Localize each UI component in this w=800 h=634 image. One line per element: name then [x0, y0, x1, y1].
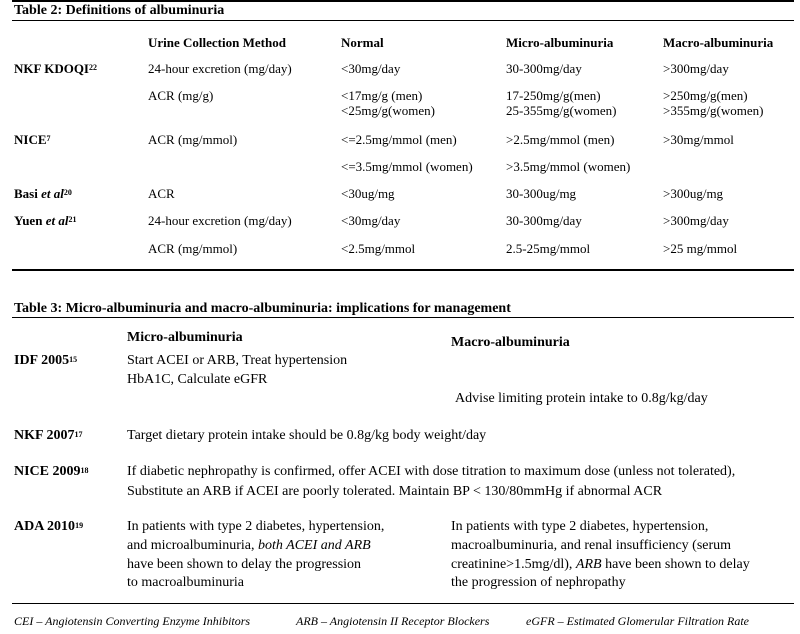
table-cell: >2.5mg/mmol (men) — [506, 132, 615, 147]
table-cell: 17-250mg/g(men) — [506, 88, 601, 103]
table3-source-ada: ADA 2010$^{19}$ — [14, 519, 84, 534]
table2-header-macro: Macro-albuminuria — [663, 35, 774, 50]
table-cell: <30mg/day — [341, 61, 401, 76]
table-cell: >250mg/g(men) — [663, 88, 748, 103]
table-cell: creatinine>1.5mg/dl), ARB have been shown to delay — [451, 557, 750, 572]
table2-title: Table 2: Definitions of albuminuria — [14, 3, 225, 18]
table2-source-basi: Basi et $al^{20}$ — [14, 186, 72, 201]
table-cell: >355mg/g(women) — [663, 103, 764, 118]
table-cell: Advise limiting protein intake to 0.8g/kg/day — [455, 391, 708, 406]
table2-source-nice: NICE$^7$ — [14, 132, 51, 147]
table-cell: HbA1C, Calculate eGFR — [127, 372, 268, 387]
table-cell: 2.5-25mg/mmol — [506, 241, 591, 256]
table-cell: macroalbuminuria, and renal insufficiency (serum — [451, 538, 732, 553]
table3-source-nkf: NKF 2007$^{17}$ — [14, 428, 83, 443]
table2-header-micro: Micro-albuminuria — [506, 35, 614, 50]
table-cell: >300mg/day — [663, 61, 729, 76]
table-cell: If diabetic nephropathy is confirmed, offer ACEI with dose titration to maximum dose (unless not tolerated), — [127, 464, 736, 479]
table2-source-nkf: NKF KDOQI$^{22}$ — [14, 61, 97, 76]
table-cell: to macroalbuminuria — [127, 575, 245, 590]
table-cell: ACR (mg/g) — [148, 88, 214, 103]
table-cell: and microalbuminuria, both ACEI and ARB — [127, 538, 371, 553]
table-cell: >300mg/day — [663, 213, 729, 228]
table2-bottom-rule — [12, 269, 794, 271]
table-cell: Start ACEI or ARB, Treat hypertension — [127, 353, 348, 368]
table-cell: >300ug/mg — [663, 186, 724, 201]
table3-header-macro: Macro-albuminuria — [451, 335, 570, 350]
table-cell: have been shown to delay the progression — [127, 557, 362, 572]
table-cell: <17mg/g (men) — [341, 88, 423, 103]
table-cell: 30-300ug/mg — [506, 186, 577, 201]
table-cell: <=2.5mg/mmol (men) — [341, 132, 457, 147]
table-cell: <25mg/g(women) — [341, 103, 435, 118]
table-cell: >3.5mg/mmol (women) — [506, 159, 631, 174]
table-cell: In patients with type 2 diabetes, hypertension, — [451, 519, 709, 534]
table-cell: In patients with type 2 diabetes, hypertension, — [127, 519, 385, 534]
table-cell: 30-300mg/day — [506, 213, 582, 228]
table2-header-normal: Normal — [341, 35, 384, 50]
table2-source-yuen: Yuen et $al^{21}$ — [14, 213, 77, 228]
table-cell: <=3.5mg/mmol (women) — [341, 159, 473, 174]
table3-source-idf: IDF 2005$^{15}$ — [14, 353, 78, 368]
table-cell: ACR (mg/mmol) — [148, 241, 238, 256]
table-cell: <30ug/mg — [341, 186, 395, 201]
table3-header-micro: Micro-albuminuria — [127, 330, 243, 345]
table-cell: ACR (mg/mmol) — [148, 132, 238, 147]
table-cell: >30mg/mmol — [663, 132, 734, 147]
table-cell: 30-300mg/day — [506, 61, 582, 76]
table-cell: Substitute an ARB if ACEI are poorly tolerated. Maintain BP < 130/80mmHg if abnormal ACR — [127, 484, 663, 499]
table-cell: Target dietary protein intake should be 0.8g/kg body weight/day — [127, 428, 487, 443]
table3-bottom-rule — [12, 603, 794, 604]
table-cell: ACR — [148, 186, 175, 201]
table3-title-rule — [12, 317, 794, 318]
table3-source-nice: NICE 2009$^{18}$ — [14, 464, 89, 479]
table-cell: the progression of nephropathy — [451, 575, 626, 590]
table3-title: Table 3: Micro-albuminuria and macro-albuminuria: implications for management — [14, 301, 511, 316]
footnote-egfr: eGFR – Estimated Glomerular Filtration Rate — [526, 614, 749, 628]
table2-header-method: Urine Collection Method — [148, 35, 286, 50]
table2-title-rule — [12, 20, 794, 21]
table-cell: >25 mg/mmol — [663, 241, 738, 256]
footnote-arb: ARB – Angiotensin II Receptor Blockers — [296, 614, 490, 628]
table-cell: <2.5mg/mmol — [341, 241, 416, 256]
table-cell: 24-hour excretion (mg/day) — [148, 61, 292, 76]
table-cell: <30mg/day — [341, 213, 401, 228]
table-cell: 25-355mg/g(women) — [506, 103, 617, 118]
table-cell: 24-hour excretion (mg/day) — [148, 213, 292, 228]
footnote-acei: CEI – Angiotensin Converting Enzyme Inhibitors — [14, 614, 251, 628]
